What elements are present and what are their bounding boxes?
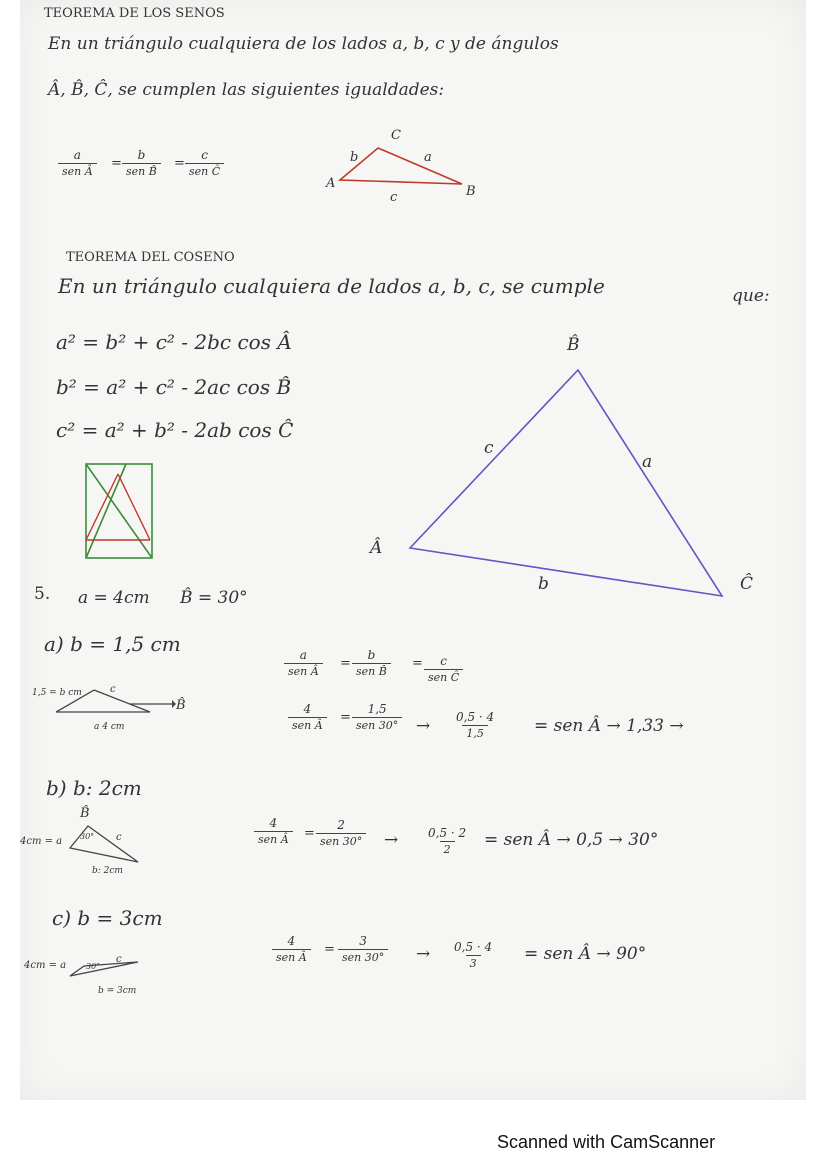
part-b-ratio2: 2 sen 30° <box>316 818 366 848</box>
part-c-label: c) b = 3cm <box>52 906 163 930</box>
cosine-text-line1: En un triángulo cualquiera de lados a, b, c, se cumple <box>58 274 605 298</box>
part-b-sketch-angle: B̂ <box>80 806 90 821</box>
part-a-label: a) b = 1,5 cm <box>44 632 181 656</box>
part-a-row2-ratio3: $\frac{0,5 \cdot 4}{1,5}$ <box>456 710 495 740</box>
equals-sign: = <box>304 826 315 841</box>
part-b-ratio1: 4 sen Â <box>254 816 293 846</box>
part-a-row2-ratio2: 1,5 sen 30° <box>352 702 402 732</box>
equals-sign: = <box>340 656 351 671</box>
cosine-formula-a: a² = b² + c² - 2bc cos Â <box>56 330 292 354</box>
part-a-sketch-left: 1,5 = b cm <box>32 688 82 698</box>
arrow: → <box>384 830 399 850</box>
tri-label-c: c <box>390 190 398 205</box>
part-a-ratio1: a sen Â <box>284 648 323 678</box>
cosine-title: TEOREMA DEL COSENO <box>66 250 235 265</box>
part-c-ratio3: $\frac{0,5 \cdot 4}{3}$ <box>454 940 493 970</box>
part-c-ratio1: 4 sen Â <box>272 934 311 964</box>
sine-ratio-c: c sen Ĉ <box>185 148 224 178</box>
tri-label-B: B <box>466 184 476 199</box>
rectangle-sketch <box>86 464 152 558</box>
part-a-result: = sen Â → 1,33 → <box>534 716 684 736</box>
part-a-ratio2: b sen B̂ <box>352 648 391 678</box>
big-tri-label-A: Â <box>370 538 383 558</box>
big-tri-label-C: Ĉ <box>740 574 754 594</box>
big-tri-label-a: a <box>642 452 653 472</box>
part-b-result: = sen Â → 0,5 → 30° <box>484 830 659 850</box>
cosine-triangle <box>410 370 722 596</box>
equals-sign: = <box>324 942 335 957</box>
tri-label-A: A <box>326 176 336 191</box>
arrow: → <box>416 944 431 964</box>
camscanner-footer: Scanned with CamScanner <box>497 1132 716 1152</box>
big-tri-label-B: B̂ <box>567 335 580 355</box>
part-b-sketch-bottom: b: 2cm <box>92 866 123 876</box>
part-c-sketch-angle-val: 30° <box>86 962 101 971</box>
part-b-ratio3: $\frac{0,5 \cdot 2}{2}$ <box>428 826 467 856</box>
equals-sign: = <box>111 156 122 171</box>
big-tri-label-b: b <box>538 574 549 594</box>
sine-title: TEOREMA DE LOS SENOS <box>44 6 225 21</box>
equals-sign: = <box>174 156 185 171</box>
exercise-number: 5. <box>34 584 51 604</box>
part-a-sketch-bottom: a 4 cm <box>94 722 125 732</box>
part-a-ratio3: c sen Ĉ <box>424 654 463 684</box>
part-a-sketch-top: c <box>110 684 116 695</box>
part-b-sketch-left: 4cm = a <box>20 836 63 847</box>
part-b-label: b) b: 2cm <box>46 776 142 800</box>
tri-label-a: a <box>424 150 432 165</box>
sine-text-line2: Â, B̂, Ĉ, se cumplen las siguientes igualdades: <box>48 80 445 100</box>
part-a-sketch-angle: B̂ <box>176 698 186 713</box>
sine-text-line1: En un triángulo cualquiera de los lados a, b, c y de ángulos <box>48 34 559 54</box>
cosine-text-que: que: <box>732 286 770 306</box>
part-c-result: = sen Â → 90° <box>524 944 647 964</box>
part-c-sketch-bottom: b = 3cm <box>98 986 137 996</box>
part-b-sketch-top: c <box>116 832 122 843</box>
sine-triangle <box>340 148 462 184</box>
big-tri-label-c: c <box>484 438 494 458</box>
sine-ratio-b: b sen B̂ <box>122 148 161 178</box>
tri-label-C: C <box>391 128 401 143</box>
equals-sign: = <box>340 710 351 725</box>
given-a: a = 4cm <box>78 588 150 608</box>
tri-label-b: b <box>350 150 359 165</box>
cosine-formula-c: c² = a² + b² - 2ab cos Ĉ <box>56 418 294 442</box>
given-B: B̂ = 30° <box>180 588 248 608</box>
part-c-sketch-top: c <box>116 954 122 965</box>
part-c-sketch-left: 4cm = a <box>24 960 67 971</box>
part-c-sketch <box>70 962 138 976</box>
sine-ratio-a: a sen Â <box>58 148 97 178</box>
part-b-sketch-angle-val: 30° <box>80 832 95 841</box>
cosine-formula-b: b² = a² + c² - 2ac cos B̂ <box>56 375 292 399</box>
part-a-row2-ratio1: 4 sen Â <box>288 702 327 732</box>
part-a-sketch <box>56 690 176 712</box>
part-c-ratio2: 3 sen 30° <box>338 934 388 964</box>
arrow: → <box>416 716 431 736</box>
part-b-sketch <box>70 826 138 862</box>
equals-sign: = <box>412 656 423 671</box>
